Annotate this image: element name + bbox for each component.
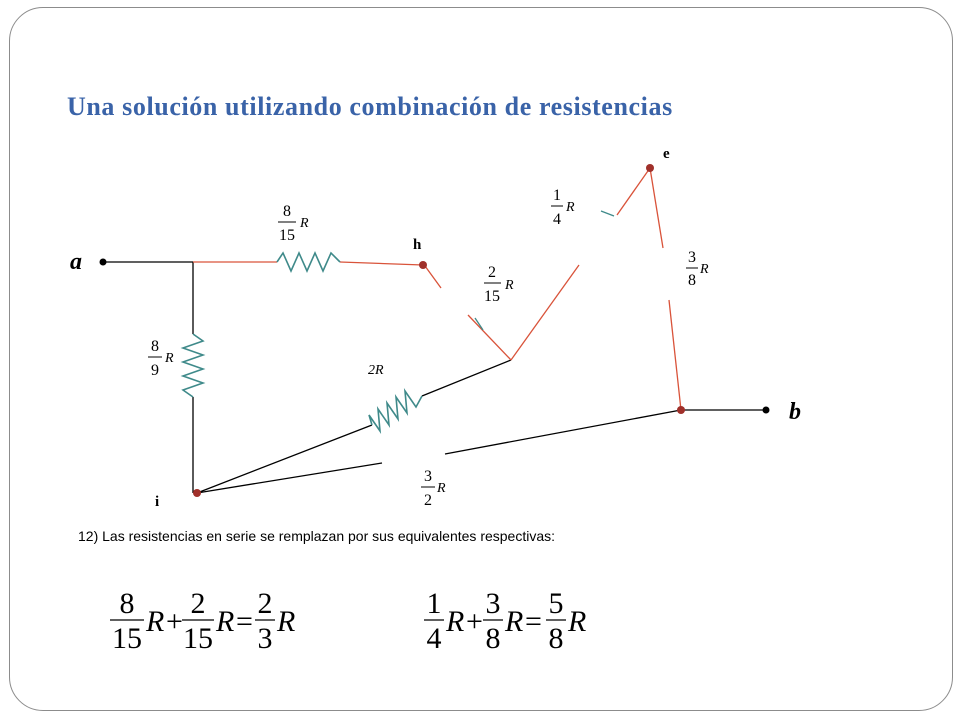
label-r-i-mid: 2R — [368, 363, 384, 378]
node-h-label: h — [413, 237, 422, 253]
eq2-R1: R — [446, 605, 465, 638]
eq1-R2: R — [216, 605, 235, 638]
step-note: 12) Las resistencias en serie se remplazan por sus equivalentes respectivas: — [78, 528, 556, 544]
eq1-res-den: 3 — [257, 622, 273, 655]
label-r-e-left-den: 4 — [553, 211, 561, 228]
eq1-res-num: 2 — [257, 587, 273, 620]
label-r-a-i-den: 9 — [151, 362, 159, 379]
eq2-R3: R — [568, 605, 587, 638]
node-i-label: i — [155, 494, 160, 510]
label-r-i-b-den: 2 — [424, 492, 432, 509]
equation-1 — [110, 587, 295, 655]
label-r-a-h-den: 15 — [279, 227, 295, 244]
eq2-equals: = — [525, 605, 542, 638]
label-r-e-right-den: 8 — [688, 272, 696, 289]
eq1-t1-den: 15 — [112, 622, 142, 655]
eq2-res-den: 8 — [548, 622, 564, 655]
slide-title: Una solución utilizando combinación de resistencias — [67, 92, 673, 121]
eq2-plus: + — [466, 605, 483, 638]
eq2-t2-num: 3 — [485, 587, 501, 620]
label-r-i-b-unit: R — [437, 481, 446, 496]
eq2-R2: R — [505, 605, 524, 638]
terminal-a-label: a — [70, 249, 82, 275]
terminal-b-label: b — [789, 399, 801, 425]
eq2-res-num: 5 — [548, 587, 564, 620]
eq1-R1: R — [146, 605, 165, 638]
label-r-e-left-unit: R — [566, 200, 575, 215]
label-r-a-h-unit: R — [300, 216, 309, 231]
eq1-R3: R — [277, 605, 296, 638]
eq1-plus: + — [166, 605, 183, 638]
eq1-t1-num: 8 — [119, 587, 135, 620]
label-r-a-i-num: 8 — [151, 338, 159, 355]
node-e-label: e — [663, 146, 670, 162]
label-r-hmid-unit: R — [505, 278, 514, 293]
label-r-a-i-unit: R — [165, 351, 174, 366]
equation-2 — [424, 587, 586, 655]
label-r-e-left-num: 1 — [553, 187, 561, 204]
label-r-hmid-den: 15 — [484, 288, 500, 305]
label-r-a-h-num: 8 — [283, 203, 291, 220]
label-r-i-b-num: 3 — [424, 468, 432, 485]
label-r-hmid-num: 2 — [488, 264, 496, 281]
eq1-t2-num: 2 — [190, 587, 206, 620]
eq1-equals: = — [236, 605, 253, 638]
eq1-t2-den: 15 — [183, 622, 213, 655]
label-r-e-right-num: 3 — [688, 249, 696, 266]
eq2-t1-den: 4 — [426, 622, 442, 655]
label-r-e-right-unit: R — [700, 262, 709, 277]
eq2-t1-num: 1 — [426, 587, 442, 620]
eq2-t2-den: 8 — [485, 622, 501, 655]
